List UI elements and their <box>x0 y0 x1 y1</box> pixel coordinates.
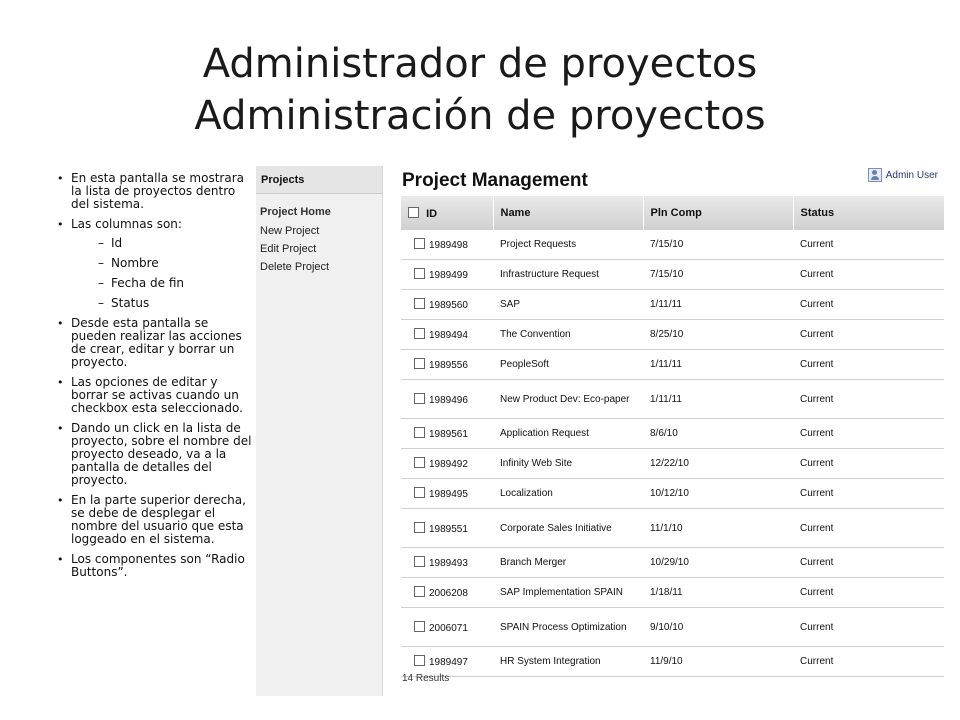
cell-name[interactable]: The Convention <box>493 320 643 350</box>
sub-bullet-status: – Status <box>71 297 252 310</box>
cell-name[interactable]: Branch Merger <box>493 548 643 578</box>
cell-pln-comp: 12/22/10 <box>643 449 793 479</box>
slide-title <box>0 38 960 142</box>
column-header-id-label: ID <box>426 207 438 220</box>
cell-status: Current <box>793 647 944 677</box>
bullet-5: • Dando un click en la lista de proyecto, sobre el nombre del proyecto deseado, va a la pantalla de detalles del proyecto. <box>56 422 252 487</box>
cell-status: Current <box>793 548 944 578</box>
table-row[interactable] <box>401 320 944 350</box>
cell-id-text: 1989551 <box>429 523 468 535</box>
sub-bullet-fecha: – Fecha de fin <box>71 277 252 290</box>
page-title: Project Management <box>402 170 588 191</box>
column-header-status[interactable]: Status <box>793 196 944 230</box>
row-checkbox[interactable] <box>414 586 425 597</box>
cell-status: Current <box>793 350 944 380</box>
table-row[interactable] <box>401 548 944 578</box>
cell-status: Current <box>793 479 944 509</box>
column-header-pln-comp[interactable]: Pln Comp <box>643 196 793 230</box>
sub-bullet-nombre: – Nombre <box>71 257 252 270</box>
cell-id-text: 1989560 <box>429 300 468 311</box>
cell-status: Current <box>793 260 944 290</box>
sidebar-item-new-project[interactable]: New Project <box>260 225 320 237</box>
bullet-3: • Desde esta pantalla se pueden realizar las acciones de crear, editar y borrar un proyecto. <box>56 317 252 369</box>
cell-name[interactable]: New Product Dev: Eco-paper <box>493 380 643 419</box>
user-icon <box>868 168 882 182</box>
slide-title-line-2: Administración de proyectos <box>194 93 766 139</box>
column-header-id[interactable] <box>401 196 493 230</box>
sidebar-item-delete-project[interactable]: Delete Project <box>260 261 330 273</box>
cell-status: Current <box>793 320 944 350</box>
cell-status: Current <box>793 230 944 260</box>
bullet-4: • Las opciones de editar y borrar se activas cuando un checkbox esta seleccionado. <box>56 376 252 415</box>
cell-id <box>401 419 493 449</box>
cell-status: Current <box>793 290 944 320</box>
cell-id-text: 1989497 <box>429 657 468 668</box>
cell-id-text: 1989495 <box>429 489 468 500</box>
row-checkbox[interactable] <box>414 655 425 666</box>
table-row[interactable] <box>401 260 944 290</box>
cell-pln-comp: 10/29/10 <box>643 548 793 578</box>
cell-id-text: 1989496 <box>429 394 468 406</box>
cell-id-text: 2006208 <box>429 588 468 599</box>
cell-status: Current <box>793 578 944 608</box>
results-count: 14 Results <box>402 673 450 684</box>
cell-id <box>401 290 493 320</box>
cell-name[interactable]: Corporate Sales Initiative <box>493 509 643 548</box>
cell-pln-comp: 1/11/11 <box>643 290 793 320</box>
bullet-6: • En la parte superior derecha, se debe de desplegar el nombre del usuario que esta loggeado en el sistema. <box>56 494 252 546</box>
main-panel <box>396 166 944 696</box>
cell-id <box>401 578 493 608</box>
row-checkbox[interactable] <box>414 393 425 404</box>
table-row[interactable] <box>401 350 944 380</box>
cell-id-text: 1989498 <box>429 240 468 251</box>
cell-name[interactable]: SPAIN Process Optimization <box>493 608 643 647</box>
cell-pln-comp: 11/1/10 <box>643 509 793 548</box>
cell-id <box>401 548 493 578</box>
cell-name[interactable]: HR System Integration <box>493 647 643 677</box>
bullet-list <box>56 172 252 586</box>
row-checkbox[interactable] <box>414 621 425 632</box>
cell-name[interactable]: Infinity Web Site <box>493 449 643 479</box>
row-checkbox[interactable] <box>414 238 425 249</box>
cell-pln-comp: 10/12/10 <box>643 479 793 509</box>
cell-pln-comp: 11/9/10 <box>643 647 793 677</box>
cell-id <box>401 647 493 677</box>
cell-name[interactable]: SAP Implementation SPAIN <box>493 578 643 608</box>
cell-id-text: 1989499 <box>429 270 468 281</box>
cell-status: Current <box>793 419 944 449</box>
table-row[interactable] <box>401 608 944 647</box>
column-sublist <box>71 237 252 310</box>
cell-id <box>401 509 493 548</box>
row-checkbox[interactable] <box>414 487 425 498</box>
cell-pln-comp: 1/11/11 <box>643 380 793 419</box>
table-row[interactable] <box>401 290 944 320</box>
slide-title-line-1: Administrador de proyectos <box>202 41 758 87</box>
cell-id <box>401 380 493 419</box>
sidebar <box>256 166 383 696</box>
bullet-7: • Los componentes son “Radio Buttons”. <box>56 553 252 579</box>
cell-id-text: 2006071 <box>429 622 468 634</box>
cell-id-text: 1989494 <box>429 330 468 341</box>
cell-pln-comp: 9/10/10 <box>643 608 793 647</box>
row-checkbox[interactable] <box>414 522 425 533</box>
project-table <box>401 196 945 677</box>
cell-pln-comp: 8/25/10 <box>643 320 793 350</box>
cell-name[interactable]: Localization <box>493 479 643 509</box>
cell-id <box>401 230 493 260</box>
cell-name[interactable]: PeopleSoft <box>493 350 643 380</box>
select-all-checkbox[interactable] <box>408 207 419 218</box>
table-row[interactable] <box>401 647 944 677</box>
row-checkbox[interactable] <box>414 298 425 309</box>
cell-id <box>401 449 493 479</box>
table-row[interactable] <box>401 230 944 260</box>
column-header-name[interactable]: Name <box>493 196 643 230</box>
user-badge[interactable] <box>868 168 938 182</box>
row-checkbox[interactable] <box>414 268 425 279</box>
cell-id-text: 1989561 <box>429 429 468 440</box>
cell-name[interactable]: Application Request <box>493 419 643 449</box>
cell-pln-comp: 1/11/11 <box>643 350 793 380</box>
bullet-1: • En esta pantalla se mostrara la lista de proyectos dentro del sistema. <box>56 172 252 211</box>
cell-id-text: 1989493 <box>429 558 468 569</box>
sub-bullet-id: – Id <box>71 237 252 250</box>
table-row[interactable] <box>401 509 944 548</box>
bullet-2-text: Las columnas son: <box>71 217 182 231</box>
cell-status: Current <box>793 509 944 548</box>
cell-status: Current <box>793 608 944 647</box>
cell-id <box>401 350 493 380</box>
cell-id-text: 1989556 <box>429 360 468 371</box>
cell-id <box>401 608 493 647</box>
row-checkbox[interactable] <box>414 358 425 369</box>
cell-pln-comp: 8/6/10 <box>643 419 793 449</box>
cell-pln-comp: 1/18/11 <box>643 578 793 608</box>
cell-pln-comp: 7/15/10 <box>643 230 793 260</box>
cell-name[interactable]: Project Requests <box>493 230 643 260</box>
sidebar-item-edit-project[interactable]: Edit Project <box>260 243 317 255</box>
bullet-2 <box>56 218 252 310</box>
cell-id <box>401 260 493 290</box>
row-checkbox[interactable] <box>414 427 425 438</box>
cell-id <box>401 479 493 509</box>
table-row[interactable] <box>401 578 944 608</box>
cell-name[interactable]: Infrastructure Request <box>493 260 643 290</box>
row-checkbox[interactable] <box>414 556 425 567</box>
cell-status: Current <box>793 449 944 479</box>
row-checkbox[interactable] <box>414 328 425 339</box>
cell-pln-comp: 7/15/10 <box>643 260 793 290</box>
table-row[interactable] <box>401 479 944 509</box>
user-name[interactable]: Admin User <box>885 169 938 181</box>
sidebar-header[interactable]: Projects <box>256 166 382 194</box>
cell-id-text: 1989492 <box>429 459 468 470</box>
cell-name[interactable]: SAP <box>493 290 643 320</box>
row-checkbox[interactable] <box>414 457 425 468</box>
cell-status: Current <box>793 380 944 419</box>
table-row[interactable] <box>401 419 944 449</box>
table-header-row <box>401 196 944 230</box>
sidebar-item-project-home[interactable]: Project Home <box>260 206 331 218</box>
table-row[interactable] <box>401 449 944 479</box>
cell-id <box>401 320 493 350</box>
table-row[interactable] <box>401 380 944 419</box>
